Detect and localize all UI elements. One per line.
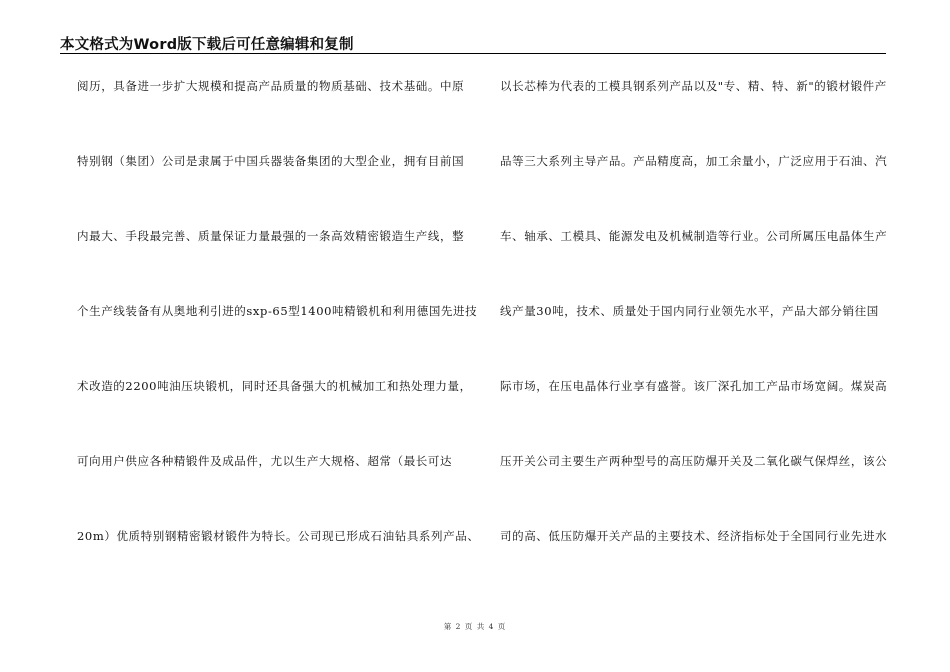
page-number: 第 2 页 共 4 页 — [443, 622, 507, 631]
text-line: 个生产线装备有从奥地利引进的sxp-65型1400吨精锻机和利用德国先进技 — [77, 304, 478, 318]
text-line: 20m）优质特别钢精密锻材锻件为特长。公司现已形成石油钻具系列产品、 — [77, 529, 480, 543]
text-line: 司的高、低压防爆开关产品的主要技术、经济指标处于全国同行业先进水 — [500, 529, 888, 543]
text-line: 特别钢（集团）公司是隶属于中国兵器装备集团的大型企业，拥有目前国 — [77, 154, 465, 168]
header-title: 本文格式为Word版下载后可任意编辑和复制 — [60, 37, 354, 53]
text-line: 压开关公司主要生产两种型号的高压防爆开关及二氧化碳气保焊丝，该公 — [500, 454, 888, 468]
text-line: 线产量30吨，技术、质量处于国内同行业领先水平，产品大部分销往国 — [500, 304, 879, 318]
text-line: 品等三大系列主导产品。产品精度高，加工余量小，广泛应用于石油、汽 — [500, 154, 888, 168]
text-line: 车、轴承、工模具、能源发电及机械制造等行业。公司所属压电晶体生产 — [500, 229, 888, 243]
page-header — [60, 31, 886, 54]
text-line: 阅历，具备进一步扩大规模和提高产品质量的物质基础、技术基础。中原 — [77, 79, 465, 93]
text-line: 可向用户供应各种精锻件及成品件，尤以生产大规格、超常（最长可达 — [77, 454, 453, 468]
text-line: 内最大、手段最完善、质量保证力量最强的一条高效精密锻造生产线，整 — [77, 229, 465, 243]
text-line: 以长芯棒为代表的工模具钢系列产品以及"专、精、特、新"的锻材锻件产 — [500, 79, 887, 93]
text-line: 际市场，在压电晶体行业享有盛誉。该厂深孔加工产品市场宽阔。煤炭高 — [500, 379, 888, 393]
text-line: 术改造的2200吨油压块锻机，同时还具备强大的机械加工和热处理力量， — [77, 379, 472, 393]
